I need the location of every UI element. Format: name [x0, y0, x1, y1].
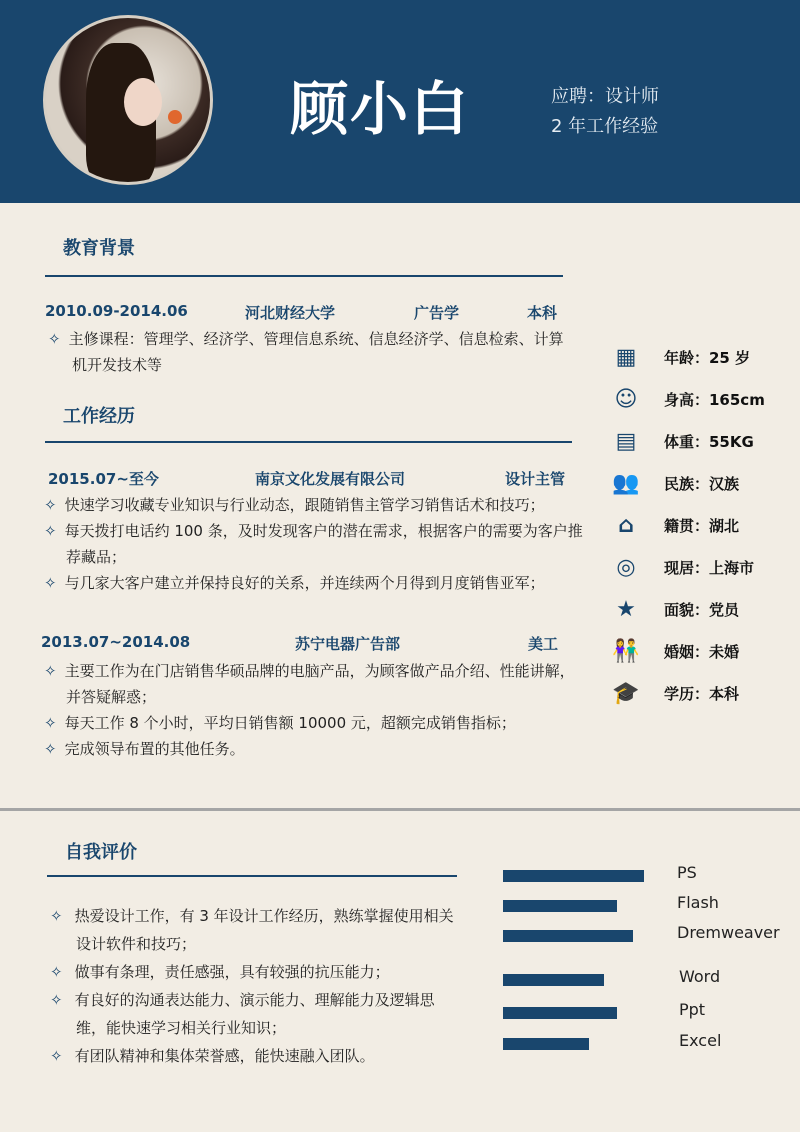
- edu-degree: 本科: [527, 304, 558, 322]
- apply-info: [551, 82, 659, 142]
- info-text: 体重：55KG: [664, 432, 754, 451]
- skill-bar: [503, 974, 604, 986]
- info-item: [612, 595, 739, 623]
- skill-bar: [503, 1038, 589, 1050]
- people-icon: 👥: [612, 470, 640, 496]
- info-item: [612, 343, 750, 371]
- calendar-icon: ▦: [615, 344, 637, 370]
- header: [0, 0, 800, 203]
- job-items: [44, 658, 589, 762]
- section-divider: [0, 808, 800, 811]
- job-company: 南京文化发展有限公司: [255, 470, 406, 488]
- skill-label: Flash: [677, 893, 719, 912]
- skill-label: Excel: [679, 1031, 722, 1050]
- id-card-icon: ☺: [614, 386, 638, 412]
- divider: [45, 441, 572, 443]
- job-period: 2013.07~2014.08: [41, 633, 191, 651]
- experience-years: 2 年工作经验: [551, 116, 659, 137]
- list-item: ✧ 与几家大客户建立并保持良好的关系，并连续两个月得到月度销售亚军；: [44, 574, 545, 592]
- info-item: [612, 637, 739, 665]
- skill-label: Dremweaver: [677, 923, 780, 942]
- list-item: ✧ 每天拨打电话约 100 条，及时发现客户的潜在需求，根据客户的需要为客户推荐藏品；: [44, 522, 583, 566]
- location-icon: ◎: [616, 554, 636, 580]
- info-item: [612, 511, 739, 539]
- info-item: [612, 553, 754, 581]
- job-role: 设计主管: [505, 470, 566, 488]
- star-icon: ★: [616, 596, 636, 622]
- info-text: 现居：上海市: [664, 558, 755, 577]
- avatar: [43, 15, 213, 185]
- info-item: [612, 679, 739, 707]
- info-text: 面貌：党员: [664, 600, 740, 619]
- skill-bar: [503, 900, 617, 912]
- list-item: ✧ 热爱设计工作，有 3 年设计工作经历，熟练掌握使用相关设计软件和技巧；: [50, 907, 454, 953]
- job-role: 美工: [528, 635, 559, 653]
- job-period: 2015.07~至今: [48, 470, 159, 488]
- clipboard-icon: ▤: [615, 428, 637, 454]
- candidate-name: 顾小白: [290, 75, 471, 143]
- info-item: [612, 427, 754, 455]
- skill-label: PS: [677, 863, 697, 882]
- job-items: [44, 492, 589, 596]
- info-item: [612, 385, 765, 413]
- list-item: ✧ 完成领导布置的其他任务。: [44, 740, 245, 758]
- info-item: [612, 469, 739, 497]
- divider: [45, 275, 563, 277]
- info-text: 学历：本科: [664, 684, 740, 703]
- work-title: 工作经历: [63, 406, 135, 427]
- skill-bar: [503, 870, 644, 882]
- apply-position: 应聘：设计师: [551, 86, 659, 107]
- couple-icon: 👫: [612, 638, 640, 664]
- info-text: 身高：165cm: [664, 390, 765, 409]
- edu-major: 广告学: [414, 304, 460, 322]
- list-item: ✧ 做事有条理，责任感强，具有较强的抗压能力；: [50, 963, 390, 981]
- job-company: 苏宁电器广告部: [295, 635, 401, 653]
- education-title: 教育背景: [63, 238, 135, 259]
- skill-bar: [503, 1007, 617, 1019]
- edu-courses: ✧ 主修课程：管理学、经济学、管理信息系统、信息经济学、信息检索、计算机开发技术等: [48, 330, 564, 374]
- skill-bar: [503, 930, 633, 942]
- list-item: ✧ 主要工作为在门店销售华硕品牌的电脑产品，为顾客做产品介绍、性能讲解，并答疑解惑；: [44, 662, 575, 706]
- skill-label: Word: [679, 967, 721, 986]
- info-text: 婚姻：未婚: [664, 642, 740, 661]
- list-item: ✧ 快速学习收藏专业知识与行业动态，跟随销售主管学习销售话术和技巧；: [44, 496, 545, 514]
- self-eval-title: 自我评价: [65, 842, 137, 863]
- edu-period: 2010.09-2014.06: [45, 302, 188, 320]
- info-text: 民族：汉族: [664, 474, 740, 493]
- list-item: ✧ 每天工作 8 个小时，平均日销售额 10000 元，超额完成销售指标；: [44, 714, 516, 732]
- info-text: 籍贯：湖北: [664, 516, 740, 535]
- skill-label: Ppt: [679, 1000, 706, 1019]
- info-text: 年龄：25 岁: [664, 348, 751, 367]
- divider: [47, 875, 457, 877]
- edu-school: 河北财经大学: [245, 304, 336, 322]
- list-item: ✧ 有良好的沟通表达能力、演示能力、理解能力及逻辑思维，能快速学习相关行业知识；: [50, 991, 435, 1037]
- self-eval-items: [50, 902, 460, 1070]
- graduation-cap-icon: 🎓: [612, 680, 640, 706]
- list-item: ✧ 有团队精神和集体荣誉感，能快速融入团队。: [50, 1047, 375, 1065]
- home-icon: ⌂: [618, 512, 634, 538]
